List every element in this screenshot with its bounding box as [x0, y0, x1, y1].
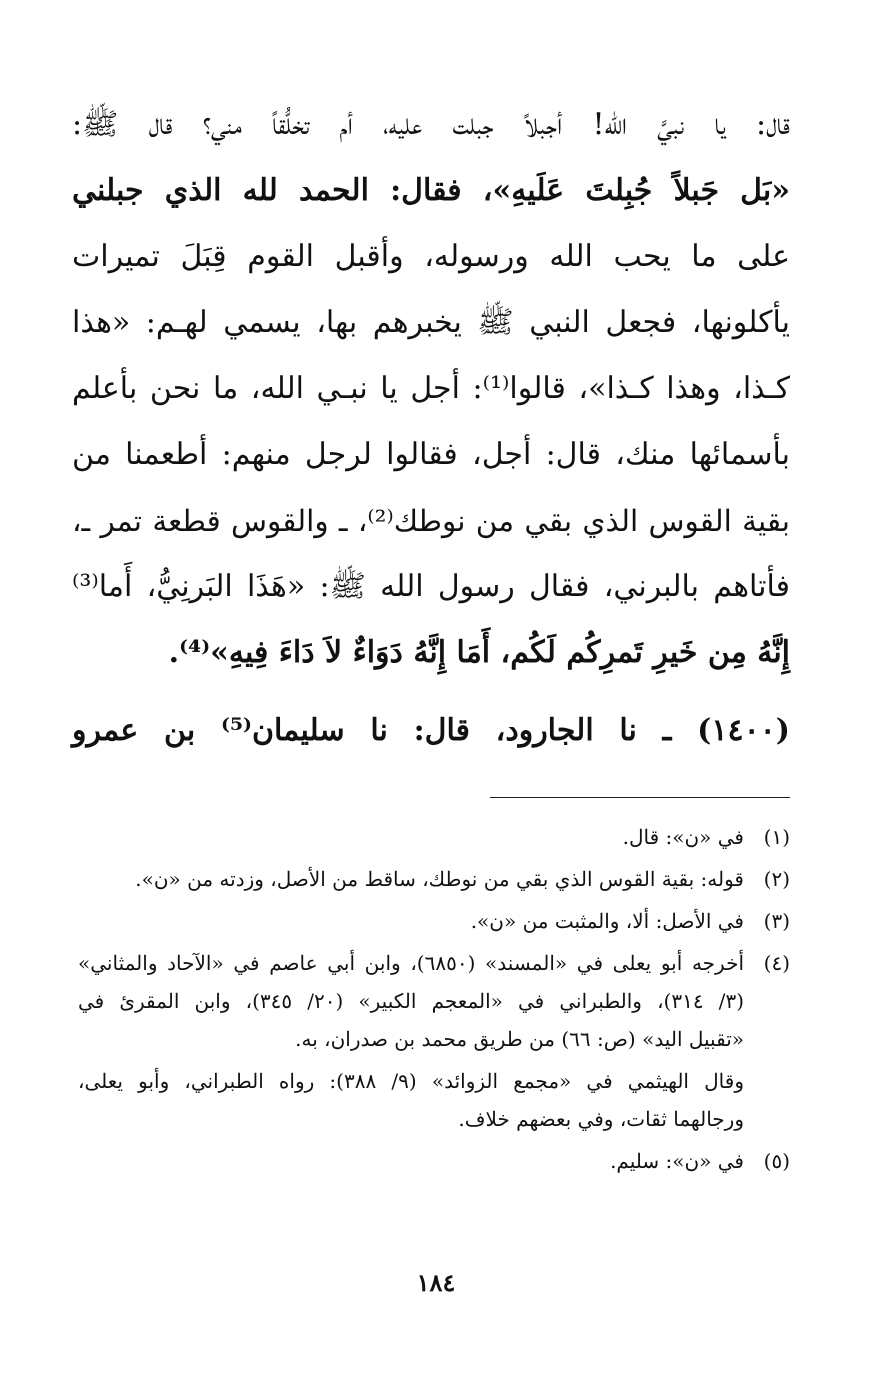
- text-line: قال: يا نبيَّ الله! أجبلاً جبلت عليه، أم تخلُّقاً مني؟ قال ﷺ:: [72, 107, 790, 142]
- footnote-line: ورجالهما ثقات، وفي بعضهم خلاف.: [458, 1107, 744, 1131]
- footnote-body: [78, 1142, 744, 1180]
- footnote: [78, 860, 790, 898]
- footnote: [78, 1142, 790, 1180]
- footnote-line: في «ن»: قال.: [622, 825, 744, 849]
- text-line: على ما يحب الله ورسوله، وأقبل القوم قِبَلَ تميرات: [72, 239, 790, 274]
- footnote-number: (٣): [763, 909, 790, 933]
- footnote-line: في الأصل: ألا، والمثبت من «ن».: [470, 909, 744, 933]
- page-number: ١٨٤: [416, 1268, 456, 1297]
- footnote: [78, 818, 790, 856]
- text-line: إِنَّهُ مِن خَيرِ تَمرِكُم لَكُم، أَمَا إِنَّهُ دَوَاءٌ لاَ دَاءَ فِيهِ»⁽⁴⁾.: [168, 635, 790, 670]
- text-line: بأسمائها منك، قال: أجل، فقالوا لرجل منهم: أطعمنا من: [72, 437, 790, 472]
- footnote-number: (١): [763, 825, 790, 849]
- footnote-body: [78, 944, 744, 1138]
- footnote-line: «تقبيل اليد» (ص: ٦٦) من طريق محمد بن صدران، به.: [295, 1027, 744, 1051]
- text-line: «بَل جَبلاً جُبِلتَ عَلَيهِ»، فقال: الحمد لله الذي جبلني: [72, 173, 790, 208]
- footnote-body: [78, 902, 744, 940]
- footnote-number: (٥): [763, 1149, 790, 1173]
- footnote-line: (٣/ ٣١٤)، والطبراني في «المعجم الكبير» (٢٠/ ٣٤٥)، وابن المقرئ في: [78, 989, 744, 1013]
- hadith-heading-line: (١٤٠٠) ـ نا الجارود، قال: نا سليمان⁽⁵⁾ بن عمرو: [72, 713, 790, 748]
- footnote-line: وقال الهيثمي في «مجمع الزوائد» (٩/ ٣٨٨): رواه الطبراني، وأبو يعلى،: [78, 1069, 744, 1093]
- footnote-line: أخرجه أبو يعلى في «المسند» (٦٨٥٠)، وابن أبي عاصم في «الآحاد والمثاني»: [78, 951, 744, 975]
- footnote-separator: [490, 797, 790, 798]
- footnotes: [78, 818, 790, 1184]
- footnote-line: في «ن»: سليم.: [610, 1149, 744, 1173]
- footnote-body: [78, 860, 744, 898]
- text-line: كـذا، وهذا كـذا»، قالوا⁽¹⁾: أجل يا نبـي الله، ما نحن بأعلم: [72, 371, 790, 406]
- footnote: [78, 902, 790, 940]
- footnote-number: (٢): [763, 867, 790, 891]
- footnote-line: قوله: بقية القوس الذي بقي من نوطك، ساقط من الأصل، وزدته من «ن».: [135, 867, 744, 891]
- footnote-number: (٤): [763, 951, 790, 975]
- footnote-paragraph: [78, 1062, 744, 1138]
- footnote: [78, 944, 790, 1138]
- main-text: [72, 92, 790, 686]
- text-line: بقية القوس الذي بقي من نوطك⁽²⁾، ـ والقوس قطعة تمر ـ،: [72, 504, 790, 538]
- text-line: يأكلونها، فجعل النبي ﷺ يخبرهم بها، يسمي لهـم: «هذا: [72, 305, 790, 340]
- text-line: فأتاهم بالبرني، فقال رسول الله ﷺ: «هَذَا البَرنِيُّ، أَما⁽³⁾: [72, 569, 790, 604]
- footnote-body: [78, 818, 744, 856]
